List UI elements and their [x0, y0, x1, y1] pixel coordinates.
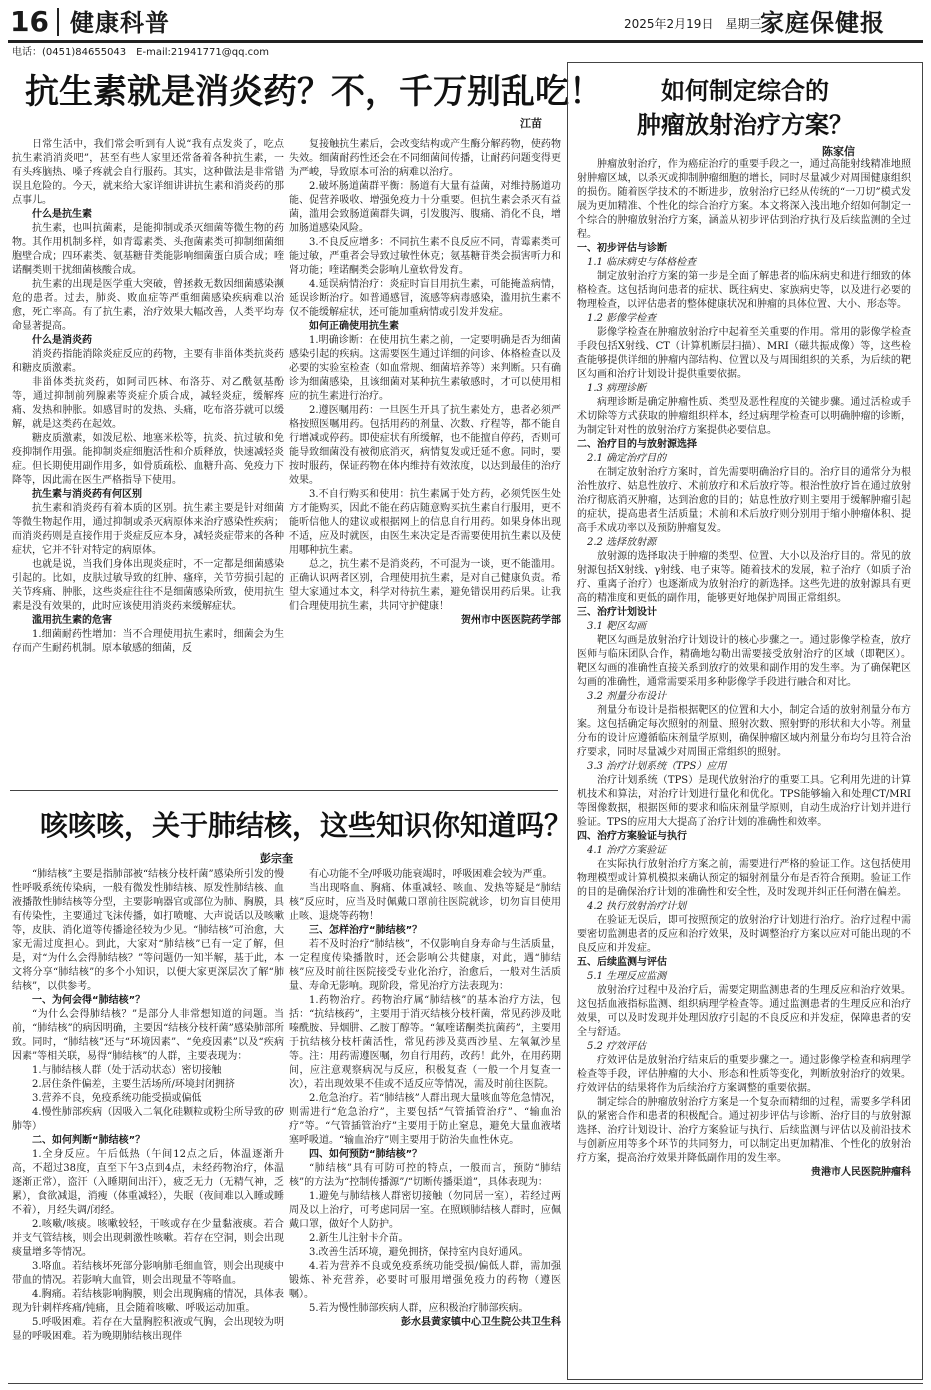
subheading: 抗生素与消炎药有何区别 [32, 489, 142, 500]
sub-heading: 4.1 治疗方案验证 [587, 845, 667, 856]
subheading: 四、如何预防“肺结核”？ [309, 1149, 423, 1160]
sub-heading: 2.1 确定治疗目的 [587, 453, 667, 464]
article-radiotherapy-author: 陈家信 [822, 145, 855, 158]
paragraph: 剂量分布设计是指根据靶区的位置和大小，制定合适的放射剂量分布方案。这包括确定每次照射的剂量、照射次数、照射野的形状和大小等。剂量分布的设计应遵循临床剂量学原则，确保肿瘤区域内剂量分布均匀且符合治疗要求，同时尽量减少对周围正常组织的照射。 [577, 705, 911, 758]
article-tuberculosis-column-1 [12, 868, 284, 1374]
paragraph: 抗生素，也叫抗菌素，是能抑制或杀灭细菌等微生物的药物。其作用机制多样，如青霉素类、头孢菌素类可抑制细菌细胞壁合成；四环素类、氨基糖苷类能影响细菌蛋白质合成；喹诺酮类则干扰细菌核酸合成。 [12, 223, 284, 276]
paragraph: 2.危急治疗。若“肺结核”人群出现大量咳血等危急情况，则需进行“危急治疗”，主要包括“气管插管治疗”、“输血治疗”等。“气管插管治疗”主要用于防止窒息，避免大量血液堵塞呼吸道。“输血治疗”则主要用于防治失血性休克。 [289, 1093, 561, 1146]
paragraph: “肺结核”具有可防可控的特点，一般而言，预防“肺结核”的方法为“控制传播源”/“切断传播渠道”，具体表现为： [289, 1163, 561, 1188]
section-heading: 四、治疗方案验证与执行 [577, 831, 687, 842]
section-heading: 二、治疗目的与放射源选择 [577, 439, 697, 450]
paragraph: 治疗计划系统（TPS）是现代放射治疗的重要工具。它利用先进的计算机技术和算法，对治疗计划进行量化和优化。TPS能够输入和处理CT/MRI等图像数据，根据医师的要求和临床剂量学原则，自动生成治疗计划并进行验证。TPS的应用大大提高了治疗计划的准确性和效率。 [577, 775, 911, 828]
paragraph: 4.胸痛。若结核影响胸膜，则会出现胸痛的情况，具体表现为针刺样疼痛/钝痛，且会随着咳嗽、呼吸运动加重。 [12, 1289, 284, 1314]
paragraph: 1.明确诊断：在使用抗生素之前，一定要明确是否为细菌感染引起的疾病。这需要医生通过详细的问诊、体格检查以及必要的实验室检查（如血常规、细菌培养等）来判断。只有确诊为细菌感染，且该细菌对某种抗生素敏感时，才可以使用相应的抗生素进行治疗。 [289, 335, 561, 402]
paragraph: “为什么会得肺结核？”是部分人非常想知道的问题。当前，“肺结核”的病因明确，主要因“结核分枝杆菌”感染肺部所致。同时，“肺结核”还与“环境因素”、“免疫因素”以及“疾病因素”等相关联，易得“肺结核”的人群，主要表现为： [12, 1009, 284, 1062]
paragraph: 糖皮质激素，如泼尼松、地塞米松等，抗炎、抗过敏和免疫抑制作用强。能抑制炎症细胞活性和介质释放，快速减轻炎症。但长期使用副作用多，如骨质疏松、血糖升高、免疫力下降等，因此需在医生严格指导下使用。 [12, 433, 284, 486]
paragraph: 制定放射治疗方案的第一步是全面了解患者的临床病史和进行细致的体格检查。这包括询问患者的症状、既往病史、家族病史等，以及进行必要的物理检查，以评估患者的整体健康状况和肿瘤的具体位置、大小、形态等。 [577, 271, 911, 310]
paragraph: 抗生素的出现是医学重大突破，曾拯救无数因细菌感染濒危的患者。过去，肺炎、败血症等严重细菌感染疾病难以治愈，死亡率高。有了抗生素，治疗效果大幅改善，人类平均寿命显著提高。 [12, 279, 284, 332]
sub-heading: 3.3 治疗计划系统（TPS）应用 [587, 761, 727, 772]
article-divider [10, 790, 558, 791]
paragraph: 在实际执行放射治疗方案之前，需要进行严格的验证工作。这包括使用物理模型或计算机模拟来确认预定的辐射剂量分布是否符合预期。验证工作的目的是确保治疗计划的准确性和安全性，及时发现并纠正任何潜在偏差。 [577, 859, 911, 898]
paragraph: 2.破坏肠道菌群平衡：肠道有大量有益菌，对维持肠道功能、促营养吸收、增强免疫力十分重要。但抗生素会杀灭有益菌，滥用会致肠道菌群失调，引发腹泻、腹痛、消化不良，增加肠道感染风险。 [289, 181, 561, 234]
paragraph: 总之，抗生素不是消炎药，不可混为一谈，更不能滥用。正确认识两者区别，合理使用抗生素，是对自己健康负责。希望大家通过本文，科学对待抗生素，避免错误用药后果。让我们合理使用抗生素，共同守护健康！ [289, 559, 561, 612]
sub-heading: 5.1 生理反应监测 [587, 971, 667, 982]
sub-heading: 3.2 剂量分布设计 [587, 691, 667, 702]
paragraph: 在制定放射治疗方案时，首先需要明确治疗目的。治疗目的通常分为根治性放疗、姑息性放疗、术前放疗和术后放疗等。根治性放疗旨在通过放射治疗彻底消灭肿瘤，达到治愈的目的；姑息性放疗则主要用于缓解肿瘤引起的症状，提高患者生活质量；术前和术后放疗则分别用于缩小肿瘤体积、提高手术成功率以及预防肿瘤复发。 [577, 467, 911, 534]
paragraph: 3.咯血。若结核坏死部分影响肺毛细血管，则会出现痰中带血的情况。若影响大血管，则会出现量不等咯血。 [12, 1261, 284, 1286]
subheading: 一、为何会得“肺结核”？ [32, 995, 146, 1006]
subheading: 三、怎样治疗“肺结核”？ [309, 925, 423, 936]
article-source: 贺州市中医医院药学部 [461, 615, 561, 626]
list-item: 5.若为慢性肺部疾病人群，应积极治疗肺部疾病。 [309, 1303, 529, 1314]
list-item: 4.慢性肺部疾病（因吸入二氧化硅颗粒或粉尘所导致的矽肺等） [12, 1107, 284, 1132]
paragraph: 日常生活中，我们常会听到有人说“我有点发炎了，吃点抗生素消消炎吧”，甚至有些人家里还常备着各种抗生素，一有头疼脑热、嗓子疼就会自行服药。其实，这种做法是非常错误且危险的。今天，就来给大家详细讲讲抗生素和消炎药的那点事儿。 [12, 139, 284, 206]
sub-heading: 1.3 病理诊断 [587, 383, 647, 394]
paragraph: 抗生素和消炎药有着本质的区别。抗生素主要是针对细菌等微生物起作用，通过抑制或杀灭病原体来治疗感染性疾病；而消炎药则是直接作用于炎症反应本身，减轻炎症带来的各种症状，它并不针对特定的病原体。 [12, 503, 284, 556]
paragraph: 复接触抗生素后，会改变结构或产生酶分解药物，使药物失效。细菌耐药性还会在不同细菌间传播，让耐药问题变得更为严峻，导致原本可治的病难以治疗。 [289, 139, 561, 178]
header-divider [57, 8, 59, 36]
list-item: 1.与肺结核人群（处于活动状态）密切接触 [32, 1065, 222, 1076]
paragraph: 有心功能不全/呼吸功能衰竭时，呼吸困难会较为严重。 [309, 869, 553, 880]
paragraph: 在验证无误后，即可按照预定的放射治疗计划进行治疗。治疗过程中需要密切监测患者的反应和治疗效果，及时调整治疗方案以应对可能出现的不良反应和并发症。 [577, 915, 911, 954]
paragraph: 疗效评估是放射治疗结束后的重要步骤之一。通过影像学检查和病理学检查等手段，评估肿瘤的大小、形态和性质等变化，判断放射治疗的效果。疗效评估的结果将作为后续治疗方案调整的重要依据。 [577, 1055, 911, 1094]
sub-heading: 5.2 疗效评估 [587, 1041, 647, 1052]
paragraph: 1.细菌耐药性增加：当不合理使用抗生素时，细菌会为生存而产生耐药机制。原本敏感的细菌，反 [12, 629, 284, 654]
paragraph: 影像学检查在肿瘤放射治疗中起着至关重要的作用。常用的影像学检查手段包括X射线、CT（计算机断层扫描）、MRI（磁共振成像）等，这些检查能够提供详细的肿瘤内部结构、位置以及与周围组织的关系，为后续的靶区勾画和治疗计划设计提供重要依据。 [577, 327, 911, 380]
section-heading: 五、后续监测与评估 [577, 957, 667, 968]
list-item: 2.居住条件偏差，主要生活场所/环境封闭拥挤 [32, 1079, 235, 1090]
subheading: 如何正确使用抗生素 [309, 321, 399, 332]
paragraph: “肺结核”主要是指肺部被“结核分枝杆菌”感染所引发的慢性呼吸系统传染病，一般有微发性肺结核、原发性肺结核、血液播散性肺结核等分型，主要影响器官或部位为肺、胸膜，具有传染性，主要通过飞沫传播，如打喷嚏、大声说话以及咳嗽等，皮肤、消化道等传播途径较为少见。“肺结核”可治愈，大家无需过度担心。到此，大家对“肺结核”已有一定了解，但是，对“为什么会得肺结核？”等问题仍一知半解，基于此，本文将分享“肺结核”的多个小知识，以便大家更深层次了解“肺结核”，以供参考。 [12, 869, 284, 992]
paragraph: 消炎药指能消除炎症反应的药物，主要有非甾体类抗炎药和糖皮质激素。 [12, 349, 284, 374]
article-source: 彭水县黄家镇中心卫生院公共卫生科 [401, 1317, 561, 1328]
issue-date: 2025年2月19日 星期三 [624, 17, 762, 31]
sub-heading: 3.1 靶区勾画 [587, 621, 647, 632]
paragraph: 放射治疗过程中及治疗后，需要定期监测患者的生理反应和治疗效果。这包括血液指标监测、组织病理学检查等。通过监测患者的生理反应和治疗效果，可以及时发现并处理因放疗引起的不良反应和并发症，保障患者的安全与舒适。 [577, 985, 911, 1038]
subheading: 什么是抗生素 [32, 209, 92, 220]
article-radiotherapy-column [577, 158, 911, 1374]
paragraph: 靶区勾画是放射治疗计划设计的核心步骤之一。通过影像学检查，放疗医师与临床团队合作，精确地勾勒出需要接受放射治疗的区域（即靶区）。靶区勾画的准确性直接关系到放疗的效果和副作用的发生率。为了确保靶区勾画的准确性，通常需要采用多种影像学手段进行融合和对比。 [577, 635, 911, 688]
sub-heading: 1.1 临床病史与体格检查 [587, 257, 697, 268]
paragraph: 1.全身反应。午后低热（午间12点之后，体温逐渐升高，不超过38度，直至下午3点到4点，未经药物治疗，体温逐渐正常），盗汗（入睡期间出汗），疲乏无力（无精气神，乏累），食欲减退，消瘦（体重减轻），失眠（夜间难以入睡或睡不着），月经失调/闭经。 [12, 1149, 284, 1216]
paragraph: 2.咳嗽/咳痰。咳嗽较轻，干咳或存在少量黏液痰。若合并支气管结核，则会出现刺激性咳嗽。若存在空洞，则会出现痰量增多等情况。 [12, 1219, 284, 1258]
paragraph: 放射源的选择取决于肿瘤的类型、位置、大小以及治疗目的。常见的放射源包括X射线、γ射线、电子束等。随着技术的发展，粒子治疗（如质子治疗、重离子治疗）也逐渐成为放射治疗的新选择。这些先进的放射源具有更高的精准度和更低的副作用，能够更好地保护周围正常组织。 [577, 551, 911, 604]
article-tuberculosis-title: 咳咳咳，关于肺结核，这些知识你知道吗？ [40, 809, 573, 842]
paragraph: 若不及时治疗“肺结核”，不仅影响自身寿命与生活质量，一定程度传染播散时，还会影响公共健康，对此，遇“肺结核”应及时前往医院接受专业化治疗，治愈后，一般对生活质量、寿命无影响。现阶段，常见治疗方法表现为： [289, 939, 561, 992]
paragraph: 非甾体类抗炎药，如阿司匹林、布洛芬、对乙酰氨基酚等，通过抑制前列腺素等炎症介质合成，减轻炎症，缓解疼痛、发热和肿胀。如感冒时的发热、头痛，吃布洛芬就可以缓解，就是这类药在起效。 [12, 377, 284, 430]
paragraph: 3.不良反应增多：不同抗生素不良反应不同，青霉素类可能过敏，严重者会导致过敏性休克；氨基糖苷类会损害听力和肾功能；喹诺酮类会影响儿童软骨发育。 [289, 237, 561, 276]
list-item: 3.营养不良，免疫系统功能受损或偏低 [32, 1093, 202, 1104]
page-number: 16 [10, 5, 49, 38]
section-heading: 一、初步评估与诊断 [577, 243, 667, 254]
subheading: 滥用抗生素的危害 [32, 615, 112, 626]
newspaper-name: 家庭保健报 [760, 8, 885, 37]
article-radiotherapy-title-line-1: 如何制定综合的 [661, 76, 829, 105]
paragraph: 肿瘤放射治疗，作为癌症治疗的重要手段之一，通过高能射线精准地照射肿瘤区域，以杀灭或抑制肿瘤细胞的增长，同时尽量减少对周围健康组织的损伤。随着医学技术的不断进步，放射治疗已经从传统的“一刀切”模式发展为更加精准、个性化的综合治疗方案。本文将深入浅出地介绍如何制定一个综合的肿瘤放射治疗方案，涵盖从初步评估到治疗执行及后续监测的全过程。 [577, 159, 911, 240]
paragraph: 当出现咯血、胸痛、体重减轻、咳血、发热等疑是“肺结核”反应时，应当及时佩戴口罩前往医院就诊，切勿盲目使用止咳、退烧等药物！ [289, 883, 561, 922]
list-item: 2.新生儿注射卡介苗。 [309, 1233, 409, 1244]
section-title: 健康科普 [70, 9, 170, 37]
paragraph: 4.延误病情治疗：炎症时盲目用抗生素，可能掩盖病情，延误诊断治疗。如普通感冒，流感等病毒感染，滥用抗生素不仅不能缓解症状，还可能加重病情或引发并发症。 [289, 279, 561, 318]
article-radiotherapy-title-line-2: 肿瘤放射治疗方案？ [637, 110, 853, 139]
article-antibiotics-author: 江苗 [520, 117, 542, 130]
subheading: 什么是消炎药 [32, 335, 92, 346]
list-item: 1.避免与肺结核人群密切接触（勿同居一室），若经过两周及以上治疗，可考虑同居一室。在照顾肺结核人群时，应佩戴口罩，做好个人防护。 [289, 1191, 561, 1230]
paragraph: 2.遵医嘱用药：一旦医生开具了抗生素处方，患者必须严格按照医嘱用药。包括用药的剂量、次数、疗程等，都不能自行增减或停药。即使症状有所缓解，也不能擅自停药，否则可能导致细菌没有被彻底消灭，病情复发或迁延不愈。同时，要按时服药，保证药物在体内维持有效浓度，以达到最佳的治疗效果。 [289, 405, 561, 486]
article-tuberculosis-column-2 [289, 868, 561, 1374]
list-item: 3.改善生活环境，避免拥挤，保持室内良好通风。 [309, 1247, 529, 1258]
article-antibiotics-column-1 [12, 138, 284, 786]
article-source: 贵港市人民医院肿瘤科 [811, 1167, 911, 1178]
contact-line: 电话：(0451)84655043 E-mail:21941771@qq.com [12, 47, 270, 58]
paragraph: 1.药物治疗。药物治疗属“肺结核”的基本治疗方法，包括：“抗结核药”，主要用于消灭结核分枝杆菌，常见药涉及吡嗪酰胺、异烟肼、乙胺丁醇等。“氟喹诺酮类抗菌药”，主要用于抗结核分枝杆菌活性，常见药涉及莫西沙星、左氧氟沙星等。注：用药需遵医嘱，勿自行用药，改药！此外，在用药期间，应注意观察病况与反应，积极复查（一般一个月复查一次），若出现效果不佳或不适反应等情况，需及时前往医院。 [289, 995, 561, 1090]
list-item: 4.若为营养不良或免疫系统功能受损/偏低人群，需加强锻炼、补充营养，必要时可服用增强免疫力的药物（遵医嘱）。 [289, 1261, 561, 1300]
paragraph: 病理诊断是确定肿瘤性质、类型及恶性程度的关键步骤。通过活检或手术切除等方式获取的肿瘤组织样本，经过病理学检查可以明确肿瘤的诊断，为制定针对性的放射治疗方案提供必要信息。 [577, 397, 911, 436]
article-antibiotics-column-2 [289, 138, 561, 786]
article-tuberculosis-author: 彭宗奎 [260, 852, 293, 865]
paragraph: 5.呼吸困难。若存在大量胸腔积液或气胸，会出现较为明显的呼吸困难。若为晚期肺结核出现伴 [12, 1317, 284, 1342]
sub-heading: 4.2 执行放射治疗计划 [587, 901, 687, 912]
paragraph: 3.不自行购买和使用：抗生素属于处方药，必须凭医生处方才能购买，因此不能在药店随意购买抗生素自行服用，更不能听信他人的建议或根据网上的信息自行用药。如果身体出现不适，应及时就医，由医生来决定是否需要使用抗生素以及使用哪种抗生素。 [289, 489, 561, 556]
section-heading: 三、治疗计划设计 [577, 607, 657, 618]
header-rule [8, 40, 923, 43]
paragraph: 制定综合的肿瘤放射治疗方案是一个复杂而精细的过程，需要多学科团队的紧密合作和患者的积极配合。通过初步评估与诊断、治疗目的与放射源选择、治疗计划设计、治疗方案验证与执行、后续监测与评估以及前沿技术与创新应用等多个环节的共同努力，可以制定出更加精准、个性化的放射治疗方案，提高治疗效果并降低副作用的发生率。 [577, 1097, 911, 1164]
paragraph: 也就是说，当我们身体出现炎症时，不一定都是细菌感染引起的。比如，皮肤过敏导致的红肿、瘙痒，关节劳损引起的关节疼痛、肿胀，这些炎症往往不是细菌感染所致，使用抗生素是没有效果的，此时应该使用消炎药来缓解症状。 [12, 559, 284, 612]
sub-heading: 1.2 影像学检查 [587, 313, 657, 324]
sub-heading: 2.2 选择放射源 [587, 537, 657, 548]
subheading: 二、如何判断“肺结核”？ [32, 1135, 146, 1146]
page-bottom-rule [8, 1383, 923, 1384]
article-antibiotics-title: 抗生素就是消炎药？不，千万别乱吃！ [25, 72, 603, 112]
